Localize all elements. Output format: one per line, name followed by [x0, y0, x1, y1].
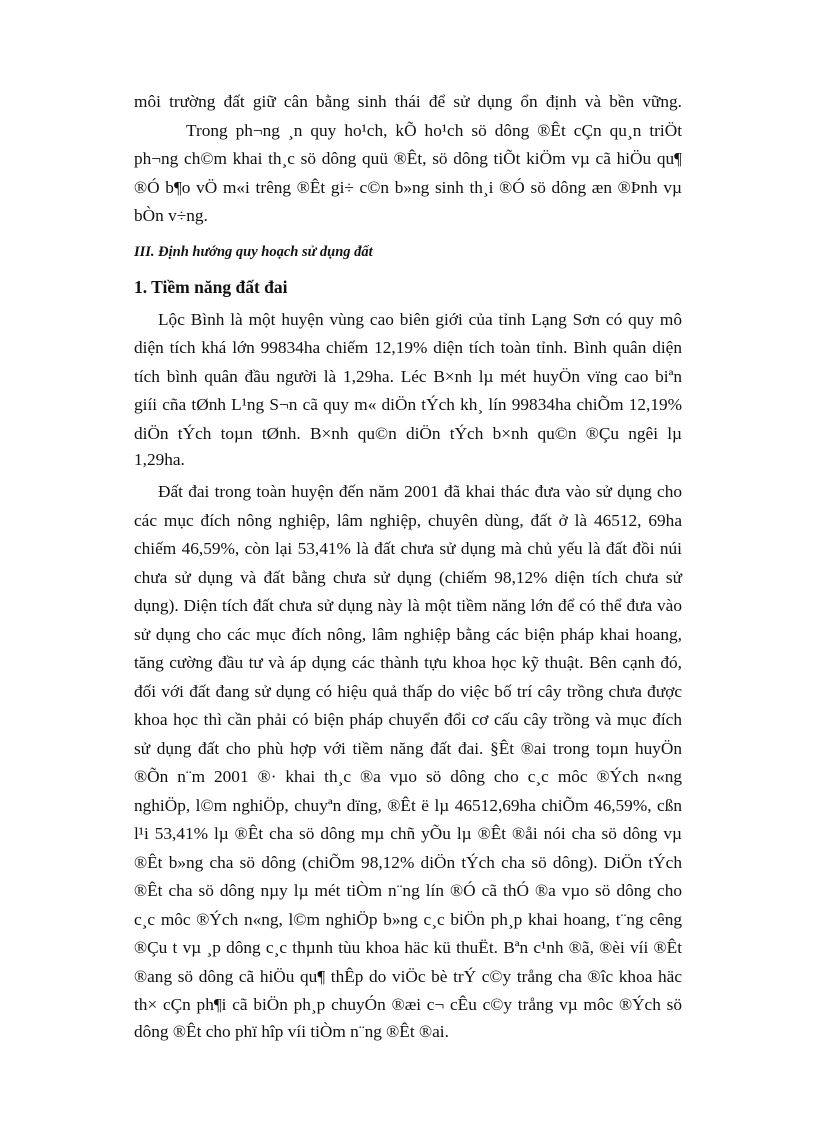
text-line: Lộc Bình là một huyện vùng cao biên giới của tỉnh Lạng Sơn có quy mô: [158, 310, 682, 329]
text-line: tăng cường đầu tư và áp dụng các thành tựu khoa học kỹ thuật. Bên cạnh đó,: [134, 653, 682, 672]
text-line: diÖn tÝch toµn tØnh. B×nh qu©n diÖn tÝch b×nh qu©n ®Çu ngêi lµ: [134, 424, 682, 443]
text-line: chiếm 46,59%, còn lại 53,41% là đất chưa sử dụng mà chủ yếu là đất đồi núi: [134, 539, 682, 558]
text-line: bÒn v÷ng.: [134, 206, 208, 225]
text-line: tích bình quân đầu người là 1,29ha. Léc B×nh lµ mét huyÖn vïng cao biªn: [134, 367, 682, 386]
text-line: môi trường đất giữ cân bằng sinh thái để sử dụng ổn định và bền vững.: [134, 92, 682, 111]
subsection-heading: 1. Tiềm năng đất đai: [134, 277, 288, 297]
text-line: đối với đất đang sử dụng có hiệu quả thấp do việc bố trí cây trồng chưa được: [134, 682, 682, 701]
text-line: ®Çu t vµ ¸p dông c¸c thµnh tùu khoa häc kü thuËt. Bªn c¹nh ®ã, ®èi víi ®Êt: [134, 938, 682, 957]
text-line: dụng). Diện tích đất chưa sử dụng này là một tiềm năng lớn để có thể đưa vào: [134, 596, 682, 615]
text-line: ®Êt b»ng cha sö dông (chiÕm 98,12% diÖn tÝch cha sö dông). DiÖn tÝch: [134, 853, 682, 872]
text-line: c¸c môc ®Ých n«ng, l©m nghiÖp b»ng c¸c biÖn ph¸p khai hoang, t¨ng cêng: [134, 910, 682, 929]
text-line: nghiÖp, l©m nghiÖp, chuyªn dïng, ®Êt ë lµ 46512,69ha chiÕm 46,59%, cßn: [134, 796, 682, 815]
text-line: sử dụng đất cho phù hợp với tiềm năng đất đai. §Êt ®ai trong toµn huyÖn: [134, 739, 682, 758]
section-heading: III. Định hướng quy hoạch sử dụng đất: [134, 244, 373, 260]
text-line: dông ®Êt cho phï hîp víi tiÒm n¨ng ®Êt ®ai.: [134, 1022, 449, 1041]
text-line: diện tích khá lớn 99834ha chiếm 12,19% diện tích toàn tỉnh. Bình quân diện: [134, 338, 682, 357]
text-line: các mục đích nông nghiệp, lâm nghiệp, chuyên dùng, đất ở là 46512, 69ha: [134, 511, 682, 530]
text-line: ®Êt cha sö dông nµy lµ mét tiÒm n¨ng lín ®Ó cã thÓ ®a vµo sö dông cho: [134, 881, 682, 900]
text-line: l¹i 53,41% lµ ®Êt cha sö dông mµ chñ yÕu lµ ®Êt ®åi nói cha sö dông vµ: [134, 824, 682, 843]
text-line: sử dụng cho các mục đích nông, lâm nghiệp bằng các biện pháp khai hoang,: [134, 625, 682, 644]
text-line: ®Ó b¶o vÖ m«i trêng ®Êt gi÷ c©n b»ng sinh th¸i ®Ó sö dông æn ®Þnh vµ: [134, 178, 682, 197]
text-line: ph¬ng ch©m khai th¸c sö dông quü ®Êt, sö dông tiÕt kiÖm vµ cã hiÖu qu¶: [134, 149, 682, 168]
text-line: chưa sử dụng và đất bằng chưa sử dụng (chiếm 98,12% diện tích chưa sử: [134, 568, 682, 587]
text-line: Đất đai trong toàn huyện đến năm 2001 đã khai thác đưa vào sử dụng cho: [158, 482, 682, 501]
text-line: 1,29ha.: [134, 450, 185, 469]
text-line: ®Õn n¨m 2001 ®· khai th¸c ®a vµo sö dông cho c¸c môc ®Ých n«ng: [134, 767, 682, 786]
text-line: ®ang sö dông cã hiÖu qu¶ thÊp do viÖc bè trÝ c©y trång cha ®îc khoa häc: [134, 967, 682, 986]
text-line: Trong ph¬ng ¸n quy ho¹ch, kÕ ho¹ch sö dông ®Êt cÇn qu¸n triÖt: [186, 121, 682, 140]
text-line: giíi cña tØnh L¹ng S¬n cã quy m« diÖn tÝch kh¸ lín 99834ha chiÕm 12,19%: [134, 395, 682, 414]
text-line: khoa học thì cần phải có biện pháp chuyển đổi cơ cấu cây trồng và mục đích: [134, 710, 682, 729]
text-line: th× cÇn ph¶i cã biÖn ph¸p chuyÓn ®æi c¬ cÊu c©y trång vµ môc ®Ých sö: [134, 995, 682, 1014]
